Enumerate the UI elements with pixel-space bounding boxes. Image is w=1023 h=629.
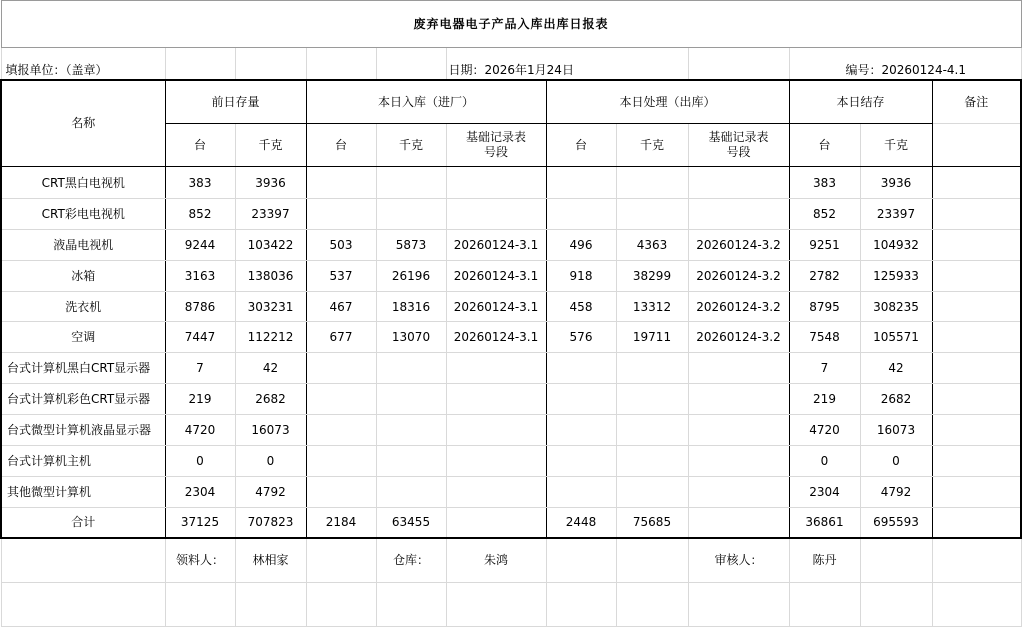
cell-prev-tai: 8786 [165, 292, 235, 322]
cell-in-record: 20260124-3.1 [446, 230, 546, 261]
cell-prev-kg: 707823 [235, 508, 306, 538]
header-out-tai: 台 [546, 124, 616, 167]
cell-out-record: 20260124-3.2 [688, 261, 789, 292]
empty-cell [789, 583, 860, 627]
header-name: 名称 [1, 80, 165, 167]
cell-out-kg [616, 199, 688, 230]
cell-prev-kg: 112212 [235, 322, 306, 353]
row-name: 其他微型计算机 [1, 477, 165, 508]
header-balance: 本日结存 [789, 80, 932, 124]
cell-prev-tai: 852 [165, 199, 235, 230]
cell-out-tai: 918 [546, 261, 616, 292]
header-in-record: 基础记录表 号段 [446, 124, 546, 167]
report-title: 废弃电器电子产品入库出库日报表 [1, 1, 1021, 48]
cell-prev-tai: 9244 [165, 230, 235, 261]
cell-remark [932, 261, 1021, 292]
cell-out-record [688, 446, 789, 477]
cell-in-record [446, 353, 546, 384]
cell-prev-kg: 42 [235, 353, 306, 384]
cell-in-record [446, 167, 546, 199]
cell-out-record: 20260124-3.2 [688, 292, 789, 322]
row-name: 台式计算机黑白CRT显示器 [1, 353, 165, 384]
cell-out-tai: 576 [546, 322, 616, 353]
cell-balance-tai: 0 [789, 446, 860, 477]
table-row [1, 322, 1021, 353]
cell-prev-kg: 23397 [235, 199, 306, 230]
cell-out-tai: 496 [546, 230, 616, 261]
meta-row [1, 48, 1021, 80]
header-in-today: 本日入库（进厂） [306, 80, 546, 124]
cell-in-kg [376, 477, 446, 508]
cell-remark [932, 415, 1021, 446]
header-in-kg: 千克 [376, 124, 446, 167]
table-row [1, 230, 1021, 261]
cell-out-kg [616, 477, 688, 508]
cell-in-tai: 2184 [306, 508, 376, 538]
cell-out-kg: 75685 [616, 508, 688, 538]
cell-prev-tai: 7447 [165, 322, 235, 353]
cell-prev-kg: 16073 [235, 415, 306, 446]
cell-in-kg: 26196 [376, 261, 446, 292]
header-out-record: 基础记录表 号段 [688, 124, 789, 167]
cell-in-record [446, 446, 546, 477]
signature-row [1, 538, 1021, 583]
header-remark: 备注 [932, 80, 1021, 124]
cell-in-kg [376, 199, 446, 230]
blank-row [1, 583, 1021, 627]
receiver-name: 林相家 [235, 538, 306, 583]
table-row [1, 384, 1021, 415]
header-prev-stock: 前日存量 [165, 80, 306, 124]
cell-prev-kg: 4792 [235, 477, 306, 508]
cell-balance-tai: 383 [789, 167, 860, 199]
sig-blank [1, 538, 165, 583]
cell-out-kg: 4363 [616, 230, 688, 261]
header-row-1 [1, 80, 1021, 124]
cell-in-tai: 467 [306, 292, 376, 322]
cell-in-record [446, 199, 546, 230]
total-row [1, 508, 1021, 538]
table-row [1, 261, 1021, 292]
cell-balance-tai: 4720 [789, 415, 860, 446]
cell-prev-kg: 3936 [235, 167, 306, 199]
cell-prev-tai: 383 [165, 167, 235, 199]
cell-prev-tai: 7 [165, 353, 235, 384]
cell-in-tai [306, 415, 376, 446]
cell-in-record: 20260124-3.1 [446, 292, 546, 322]
row-name: 台式计算机彩色CRT显示器 [1, 384, 165, 415]
cell-balance-kg: 4792 [860, 477, 932, 508]
cell-balance-tai: 7548 [789, 322, 860, 353]
cell-balance-kg: 105571 [860, 322, 932, 353]
table-row [1, 477, 1021, 508]
cell-out-kg [616, 353, 688, 384]
cell-balance-kg: 125933 [860, 261, 932, 292]
cell-prev-kg: 2682 [235, 384, 306, 415]
cell-balance-kg: 0 [860, 446, 932, 477]
cell-in-tai [306, 446, 376, 477]
cell-out-tai [546, 415, 616, 446]
cell-remark [932, 230, 1021, 261]
cell-in-kg [376, 353, 446, 384]
cell-out-tai [546, 167, 616, 199]
sig-blank [860, 538, 932, 583]
cell-balance-kg: 308235 [860, 292, 932, 322]
row-name: 洗衣机 [1, 292, 165, 322]
sig-blank [932, 538, 1021, 583]
row-name: 空调 [1, 322, 165, 353]
cell-balance-kg: 3936 [860, 167, 932, 199]
cell-in-kg [376, 446, 446, 477]
cell-balance-kg: 2682 [860, 384, 932, 415]
header-out-today: 本日处理（出库） [546, 80, 789, 124]
cell-balance-tai: 8795 [789, 292, 860, 322]
cell-out-record [688, 353, 789, 384]
cell-remark [932, 446, 1021, 477]
empty-cell [616, 583, 688, 627]
empty-cell [860, 583, 932, 627]
table-row [1, 446, 1021, 477]
cell-out-kg: 13312 [616, 292, 688, 322]
cell-out-kg: 38299 [616, 261, 688, 292]
cell-in-kg: 5873 [376, 230, 446, 261]
table-row [1, 353, 1021, 384]
cell-in-tai [306, 199, 376, 230]
row-name: CRT黑白电视机 [1, 167, 165, 199]
cell-prev-tai: 3163 [165, 261, 235, 292]
cell-out-record [688, 384, 789, 415]
cell-prev-kg: 0 [235, 446, 306, 477]
cell-out-record: 20260124-3.2 [688, 230, 789, 261]
cell-in-tai: 677 [306, 322, 376, 353]
cell-remark [932, 353, 1021, 384]
cell-prev-tai: 2304 [165, 477, 235, 508]
header-in-tai: 台 [306, 124, 376, 167]
empty-cell [376, 583, 446, 627]
cell-balance-tai: 2782 [789, 261, 860, 292]
cell-in-record [446, 477, 546, 508]
cell-in-record: 20260124-3.1 [446, 261, 546, 292]
header-out-kg: 千克 [616, 124, 688, 167]
cell-in-record: 20260124-3.1 [446, 322, 546, 353]
cell-out-tai [546, 353, 616, 384]
cell-out-kg [616, 384, 688, 415]
cell-out-kg [616, 167, 688, 199]
report-code: 编号：20260124-4.1 [789, 48, 1021, 80]
cell-prev-kg: 103422 [235, 230, 306, 261]
sig-blank [306, 538, 376, 583]
table-row [1, 199, 1021, 230]
cell-balance-tai: 2304 [789, 477, 860, 508]
cell-prev-tai: 4720 [165, 415, 235, 446]
row-name: 液晶电视机 [1, 230, 165, 261]
cell-in-record [446, 415, 546, 446]
cell-balance-tai: 852 [789, 199, 860, 230]
cell-balance-kg: 42 [860, 353, 932, 384]
cell-out-record [688, 508, 789, 538]
cell-out-kg [616, 446, 688, 477]
empty-cell [932, 583, 1021, 627]
row-name: 冰箱 [1, 261, 165, 292]
cell-balance-kg: 16073 [860, 415, 932, 446]
cell-in-tai [306, 353, 376, 384]
cell-out-tai [546, 477, 616, 508]
cell-out-record [688, 477, 789, 508]
empty-cell [546, 583, 616, 627]
cell-out-tai [546, 199, 616, 230]
cell-in-kg [376, 384, 446, 415]
table-row [1, 167, 1021, 199]
cell-in-record [446, 384, 546, 415]
cell-out-record [688, 415, 789, 446]
empty-cell [165, 583, 235, 627]
cell-balance-tai: 7 [789, 353, 860, 384]
empty-cell [1, 583, 165, 627]
cell-prev-tai: 37125 [165, 508, 235, 538]
cell-out-record [688, 199, 789, 230]
filing-unit-label: 填报单位：（盖章） [1, 48, 165, 80]
cell-in-kg: 63455 [376, 508, 446, 538]
cell-remark [932, 292, 1021, 322]
receiver-label: 领料人： [165, 538, 235, 583]
empty-cell [446, 583, 546, 627]
cell-out-tai: 458 [546, 292, 616, 322]
cell-prev-tai: 0 [165, 446, 235, 477]
cell-balance-tai: 219 [789, 384, 860, 415]
cell-in-tai [306, 167, 376, 199]
cell-balance-tai: 9251 [789, 230, 860, 261]
cell-in-kg: 18316 [376, 292, 446, 322]
header-prev-kg: 千克 [235, 124, 306, 167]
cell-remark [932, 199, 1021, 230]
cell-balance-kg: 104932 [860, 230, 932, 261]
sig-blank [616, 538, 688, 583]
cell-prev-tai: 219 [165, 384, 235, 415]
header-balance-kg: 千克 [860, 124, 932, 167]
cell-remark [932, 322, 1021, 353]
cell-out-record [688, 167, 789, 199]
cell-in-tai: 537 [306, 261, 376, 292]
row-name: 合计 [1, 508, 165, 538]
table-row [1, 292, 1021, 322]
cell-out-kg [616, 415, 688, 446]
warehouse-name: 朱鸿 [446, 538, 546, 583]
cell-out-tai [546, 384, 616, 415]
cell-out-kg: 19711 [616, 322, 688, 353]
header-remark-blank [932, 124, 1021, 167]
empty-cell [235, 583, 306, 627]
cell-remark [932, 508, 1021, 538]
cell-balance-kg: 23397 [860, 199, 932, 230]
cell-in-tai: 503 [306, 230, 376, 261]
header-prev-tai: 台 [165, 124, 235, 167]
cell-in-kg [376, 415, 446, 446]
empty-cell [306, 583, 376, 627]
table-row [1, 415, 1021, 446]
warehouse-label: 仓库： [376, 538, 446, 583]
cell-in-tai [306, 384, 376, 415]
cell-remark [932, 167, 1021, 199]
cell-remark [932, 384, 1021, 415]
cell-prev-kg: 138036 [235, 261, 306, 292]
row-name: CRT彩电电视机 [1, 199, 165, 230]
cell-prev-kg: 303231 [235, 292, 306, 322]
cell-out-tai: 2448 [546, 508, 616, 538]
reviewer-label: 审核人： [688, 538, 789, 583]
cell-balance-tai: 36861 [789, 508, 860, 538]
cell-in-tai [306, 477, 376, 508]
row-name: 台式微型计算机液晶显示器 [1, 415, 165, 446]
title-row [1, 1, 1021, 48]
sig-blank [546, 538, 616, 583]
cell-in-record [446, 508, 546, 538]
cell-balance-kg: 695593 [860, 508, 932, 538]
empty-cell [688, 583, 789, 627]
cell-remark [932, 477, 1021, 508]
report-date: 日期：2026年1月24日 [446, 48, 688, 80]
cell-out-tai [546, 446, 616, 477]
reviewer-name: 陈丹 [789, 538, 860, 583]
cell-out-record: 20260124-3.2 [688, 322, 789, 353]
header-balance-tai: 台 [789, 124, 860, 167]
row-name: 台式计算机主机 [1, 446, 165, 477]
cell-in-kg [376, 167, 446, 199]
cell-in-kg: 13070 [376, 322, 446, 353]
